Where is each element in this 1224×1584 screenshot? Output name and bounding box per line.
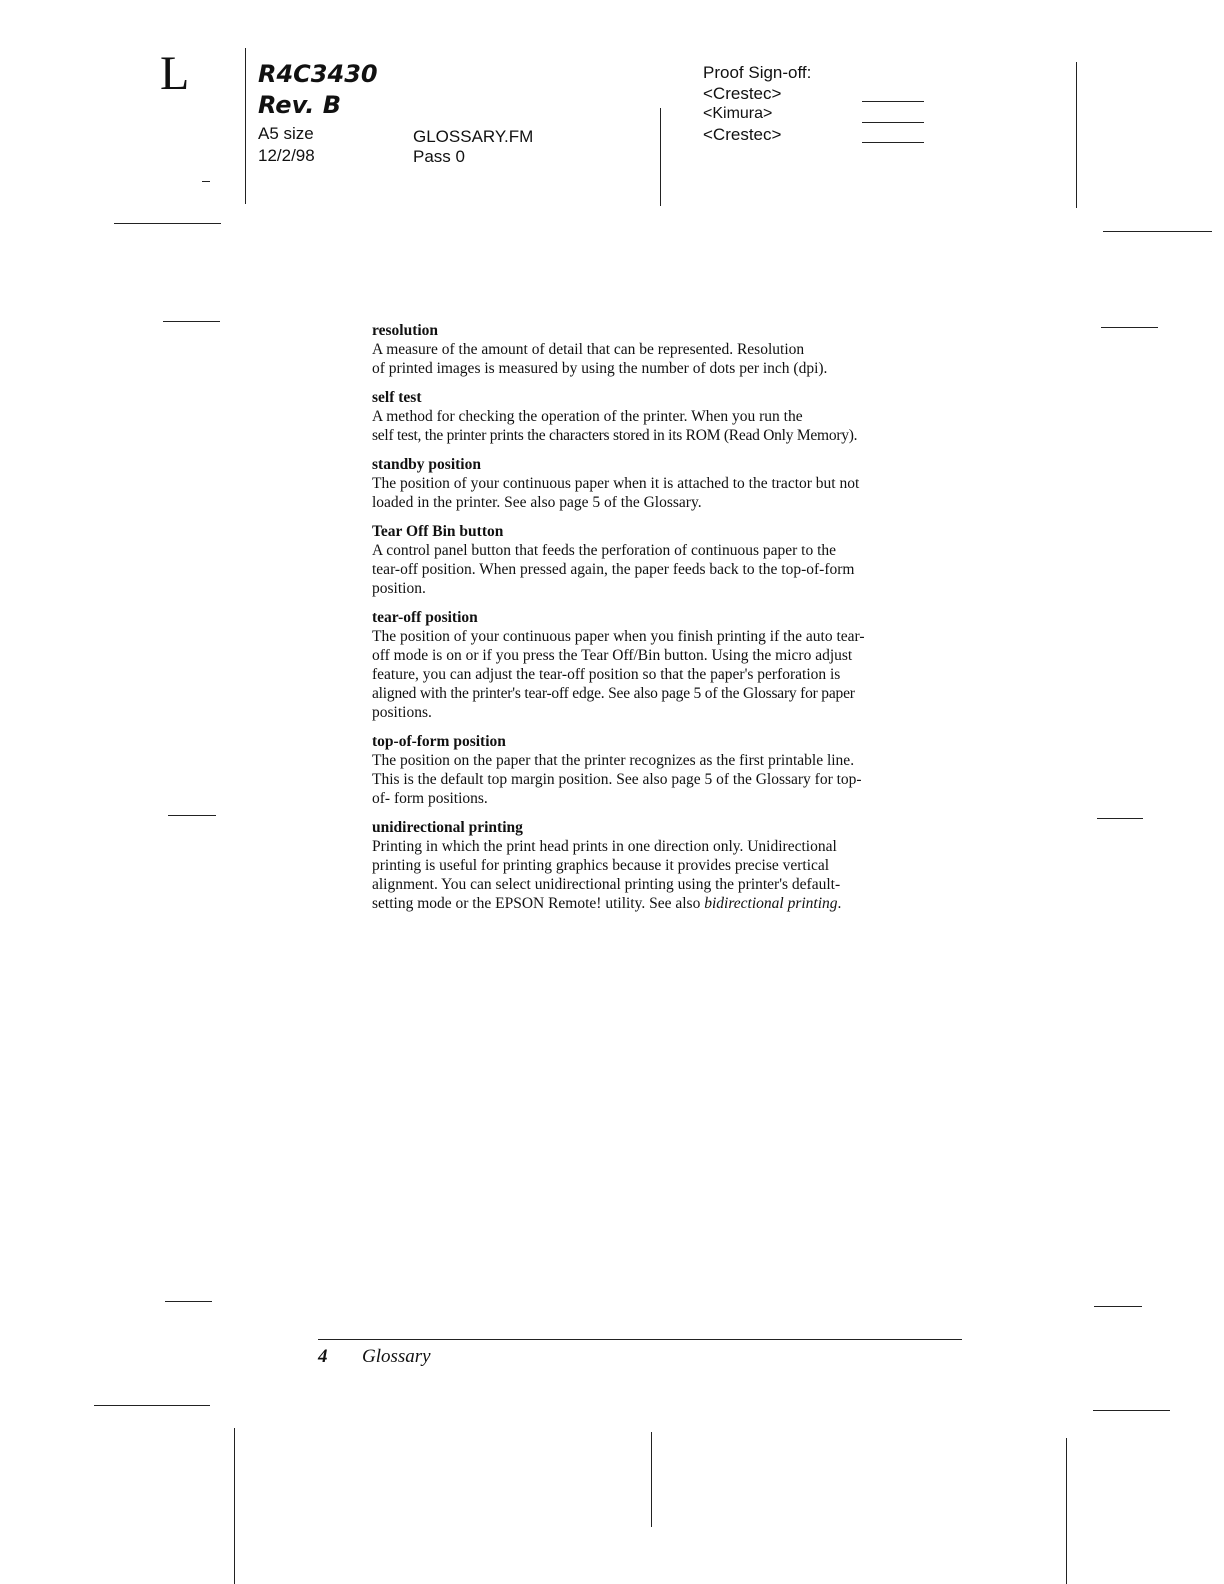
definition-line: Printing in which the print head prints in one direction only. Unidirectional <box>372 838 837 855</box>
signoff-name: <Crestec> <box>703 125 782 144</box>
crop-mark <box>168 815 216 816</box>
crop-mark <box>1093 1410 1170 1411</box>
signoff-line <box>862 122 924 123</box>
glossary-definition <box>372 340 982 378</box>
glossary-entry <box>372 455 982 512</box>
definition-line: self test, the printer prints the characters stored in its ROM (Read Only Memory). <box>372 427 858 444</box>
glossary-entry <box>372 321 982 378</box>
crop-mark <box>1066 1438 1067 1584</box>
tick-mark <box>202 181 210 182</box>
pass-number: Pass 0 <box>413 147 465 166</box>
glossary-definition <box>372 407 982 445</box>
signoff-line <box>862 101 924 102</box>
definition-line: of- form positions. <box>372 790 488 807</box>
definition-line: This is the default top margin position. See also page 5 of the Glossary for top- <box>372 771 862 788</box>
signoff-name: <Kimura> <box>703 105 773 122</box>
definition-text: setting mode or the EPSON Remote! utility. See also <box>372 895 705 912</box>
definition-line: A measure of the amount of detail that can be represented. Resolution <box>372 341 805 358</box>
definition-line: alignment. You can select unidirectional printing using the printer's default- <box>372 876 841 893</box>
definition-line: The position on the paper that the printer recognizes as the first printable line. <box>372 752 855 769</box>
glossary-definition <box>372 837 982 913</box>
document-date: 12/2/98 <box>258 146 315 165</box>
definition-line: aligned with the printer's tear-off edge. See also page 5 of the Glossary for paper <box>372 685 855 702</box>
crop-mark <box>1094 1306 1142 1307</box>
glossary-definition <box>372 627 982 722</box>
glossary-term: tear-off position <box>372 609 478 626</box>
definition-line: off mode is on or if you press the Tear Off/Bin button. Using the micro adjust <box>372 647 853 664</box>
glossary-term: self test <box>372 389 422 406</box>
glossary-definition <box>372 751 982 808</box>
definition-line <box>372 894 982 913</box>
glossary-term: Tear Off Bin button <box>372 523 504 540</box>
definition-text: . <box>837 895 842 912</box>
crop-mark <box>165 1301 212 1302</box>
glossary-entry <box>372 818 982 913</box>
definition-line: The position of your continuous paper when you finish printing if the auto tear- <box>372 628 865 645</box>
definition-line: printing is useful for printing graphics because it provides precise vertical <box>372 857 830 874</box>
definition-line: feature, you can adjust the tear-off position so that the paper's perforation is <box>372 666 841 683</box>
glossary-definition <box>372 541 982 598</box>
corner-mark: L <box>160 47 190 100</box>
glossary-entry <box>372 608 982 722</box>
page-size: A5 size <box>258 124 314 143</box>
glossary-definition <box>372 474 982 512</box>
glossary-term: top-of-form position <box>372 733 506 750</box>
footer-section-title: Glossary <box>362 1346 431 1367</box>
glossary-entry <box>372 732 982 808</box>
crop-mark <box>163 321 220 322</box>
cross-reference: bidirectional printing <box>704 895 838 912</box>
crop-mark <box>1103 231 1212 232</box>
glossary-entry <box>372 388 982 445</box>
glossary-term: resolution <box>372 322 439 339</box>
crop-mark <box>1101 327 1158 328</box>
definition-line: of printed images is measured by using the number of dots per inch (dpi). <box>372 360 828 377</box>
definition-line: position. <box>372 580 426 597</box>
definition-line: tear-off position. When pressed again, the paper feeds back to the top-of-form <box>372 561 855 578</box>
page-number: 4 <box>318 1346 328 1367</box>
glossary-term: unidirectional printing <box>372 819 523 836</box>
header-divider-left <box>245 48 246 204</box>
definition-line: A method for checking the operation of the printer. When you run the <box>372 408 803 425</box>
crop-mark <box>234 1428 235 1584</box>
glossary-entry <box>372 522 982 598</box>
document-code: R4C3430 <box>258 60 378 88</box>
proof-signoff-title: Proof Sign-off: <box>703 63 812 82</box>
header-divider-right <box>1076 62 1077 208</box>
crop-mark <box>94 1405 210 1406</box>
crop-mark <box>651 1432 652 1527</box>
signoff-line <box>862 142 924 143</box>
footer-rule <box>318 1339 962 1340</box>
signoff-name: <Crestec> <box>703 84 782 103</box>
file-name: GLOSSARY.FM <box>413 127 534 146</box>
crop-mark <box>114 223 221 224</box>
definition-line: The position of your continuous paper when it is attached to the tractor but not <box>372 475 860 492</box>
definition-line: A control panel button that feeds the perforation of continuous paper to the <box>372 542 837 559</box>
definition-line: loaded in the printer. See also page 5 of the Glossary. <box>372 494 702 511</box>
crop-mark <box>1097 818 1143 819</box>
definition-line: positions. <box>372 704 432 721</box>
glossary-term: standby position <box>372 456 481 473</box>
document-revision: Rev. B <box>258 91 342 119</box>
header-divider-middle <box>660 108 661 206</box>
glossary-entries <box>372 321 982 923</box>
